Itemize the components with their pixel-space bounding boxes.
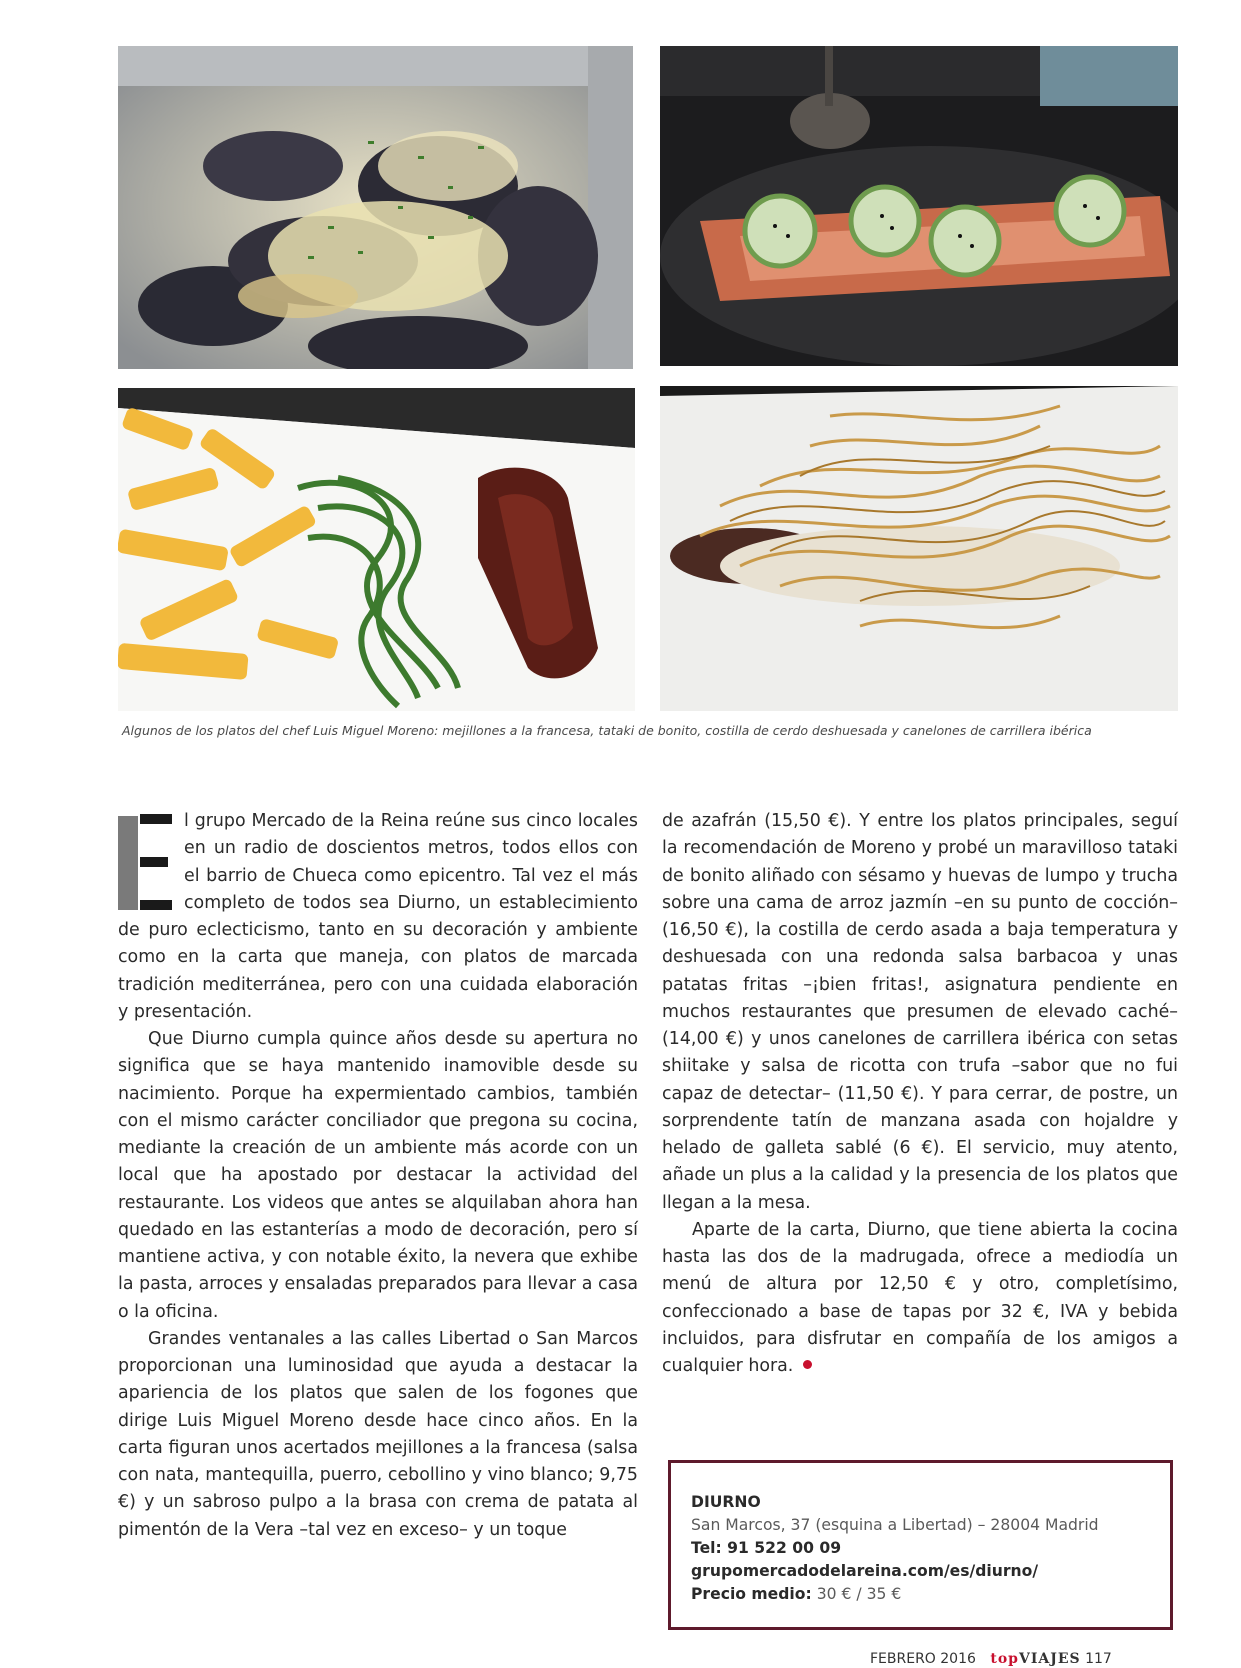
end-mark-icon bbox=[803, 1360, 812, 1369]
photo-mussels bbox=[118, 46, 633, 369]
restaurant-info-box bbox=[668, 1460, 1173, 1630]
page-footer bbox=[870, 1650, 1240, 1668]
article-paragraph: E l grupo Mercado de la Reina reúne sus cinco locales en un radio de doscientos metros, todos ellos con el barrio de Chueca como epicentro. Tal vez el más completo de todos sea Diurno, un establecimiento de puro eclecticismo, tanto en su decoración y ambiente como en la carta que maneja, con platos de marcada tradición mediterránea, pero con una cuidada elaboración y presentación. bbox=[118, 811, 638, 1022]
restaurant-address: San Marcos, 37 (esquina a Libertad) – 28004 Madrid bbox=[691, 1516, 1099, 1534]
article-paragraph: Aparte de la carta, Diurno, que tiene abierta la cocina hasta las dos de la madrugada, ofrece a mediodía un menú de altura por 12,50 € y otro, completísimo, confeccionado a base de tapas por 32 €, IVA y bebida incluidos, para disfrutar en compañía de los amigos a cualquier hora. bbox=[662, 1219, 1178, 1376]
article-paragraph: Grandes ventanales a las calles Libertad o San Marcos proporcionan una luminosidad que ayuda a destacar la apariencia de los platos que salen de los fogones que dirige Luis Miguel Moreno desde hace cinco años. En la carta figuran unos acertados mejillones a la francesa (salsa con nata, mantequilla, puerro, cebollino y vino blanco; 9,75 €) y un sabroso pulpo a la brasa con crema de patata al pimentón de la Vera –tal vez en exceso– y un toque bbox=[118, 1328, 638, 1540]
photo-rib bbox=[118, 388, 635, 711]
article-column-right bbox=[662, 808, 1178, 1380]
drop-cap-letter: E bbox=[126, 907, 128, 909]
drop-cap bbox=[118, 812, 174, 912]
issue-date: FEBRERO 2016 bbox=[870, 1651, 976, 1667]
article-paragraph: Que Diurno cumpla quince años desde su apertura no significa que se haya mantenido inamovible desde su nacimiento. Porque ha expermientado cambios, también con el mismo carácter conciliador que pregona su cocina, mediante la creación de un ambiente más acorde con un local que ha apostado por destacar la actividad del restaurante. Los videos que antes se alquilaban ahora han quedado en las estanterías a modo de decoración, pero sí mantiene activa, y con notable éxito, la nevera que exhibe la pasta, arroces y ensaladas preparados para llevar a casa o la oficina. bbox=[118, 1029, 638, 1322]
page-number: 117 bbox=[1085, 1651, 1112, 1667]
article-column-left bbox=[118, 808, 638, 1544]
photo-cannelloni bbox=[660, 386, 1178, 711]
article-paragraph: de azafrán (15,50 €). Y entre los platos principales, seguí la recomendación de Moreno y probé un maravilloso tataki de bonito aliñado con sésamo y huevas de lumpo y trucha sobre una cama de arroz jazmín –en su punto de cocción– (16,50 €), la costilla de cerdo asada a baja temperatura y deshuesada con una redonda salsa barbacoa y unas patatas fritas –¡bien fritas!, asignatura pendiente en muchos restaurantes que presumen de elevado caché– (14,00 €) y unos canelones de carrillera ibérica con setas shiitake y salsa de ricotta con trufa –sabor que no fui capaz de detectar– (11,50 €). Y para cerrar, de postre, un sorprendente tatín de manzana asada con hojaldre y helado de galleta sablé (6 €). El servicio, muy atento, añade un plus a la calidad y la presencia de los platos que llegan a la mesa. bbox=[662, 811, 1178, 1213]
photo-caption: Algunos de los platos del chef Luis Miguel Moreno: mejillones a la francesa, tataki de bonito, costilla de cerdo deshuesada y canelones de carrillera ibérica bbox=[122, 723, 1092, 738]
restaurant-phone: Tel: 91 522 00 09 bbox=[691, 1539, 842, 1557]
restaurant-name: DIURNO bbox=[691, 1493, 761, 1511]
photo-tataki bbox=[660, 46, 1178, 366]
magazine-logo: topVIAJES bbox=[990, 1651, 1081, 1667]
restaurant-price: Precio medio: 30 € / 35 € bbox=[691, 1585, 902, 1603]
restaurant-website[interactable]: grupomercadodelareina.com/es/diurno/ bbox=[691, 1562, 1039, 1580]
